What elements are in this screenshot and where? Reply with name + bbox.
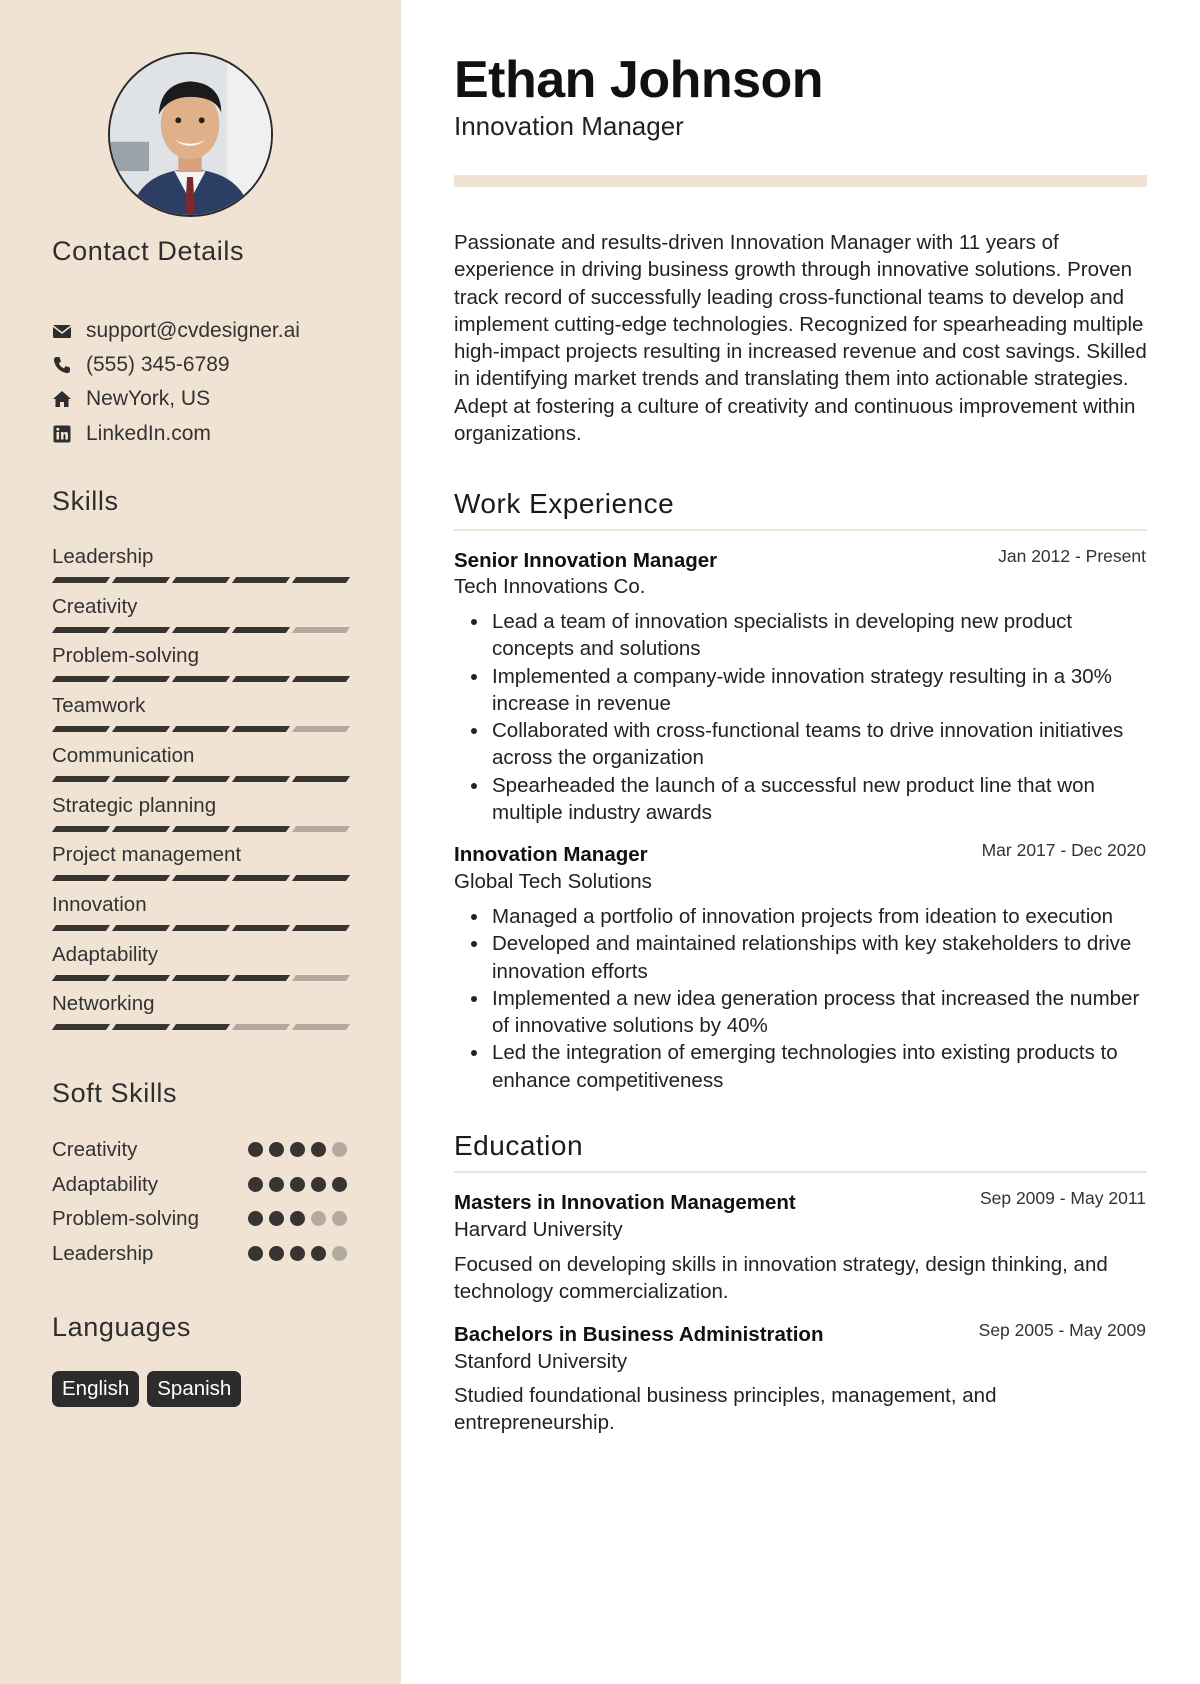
soft-skill-row bbox=[52, 1171, 348, 1199]
skill-level-segment bbox=[172, 875, 230, 881]
skill-level-segment bbox=[52, 726, 110, 732]
skill-level-bars bbox=[54, 826, 354, 832]
candidate-role: Innovation Manager bbox=[454, 111, 684, 141]
skill-level-bars bbox=[54, 726, 354, 732]
skill-level-bars bbox=[54, 875, 354, 881]
soft-skill-level-dot bbox=[248, 1142, 263, 1157]
skill-label: Creativity bbox=[52, 595, 138, 618]
skill-level-segment bbox=[292, 826, 350, 832]
list-item: Spearheaded the launch of a successful new product line that won multiple industry awards bbox=[454, 772, 1154, 827]
soft-skill-level-dot bbox=[311, 1142, 326, 1157]
skill-level-segment bbox=[52, 1024, 110, 1030]
skill-level-segment bbox=[232, 826, 290, 832]
profile-photo bbox=[110, 54, 271, 215]
skill-level-segment bbox=[112, 776, 170, 782]
skill-level-segment bbox=[112, 1024, 170, 1030]
skill-label: Adaptability bbox=[52, 943, 158, 966]
skill-row bbox=[52, 543, 348, 571]
language-badge: English bbox=[52, 1371, 139, 1407]
skill-level-segment bbox=[232, 1024, 290, 1030]
skill-level-segment bbox=[172, 627, 230, 633]
skill-level-bars bbox=[54, 776, 354, 782]
skill-label: Communication bbox=[52, 744, 195, 767]
skill-label: Teamwork bbox=[52, 694, 146, 717]
soft-skill-level-dot bbox=[290, 1177, 305, 1192]
skill-level-segment bbox=[232, 676, 290, 682]
soft-skill-level-dot bbox=[311, 1246, 326, 1261]
skill-level-segment bbox=[232, 627, 290, 633]
skill-row bbox=[52, 593, 348, 621]
list-item: Lead a team of innovation specialists in developing new product concepts and solutions bbox=[454, 608, 1154, 663]
skill-level-segment bbox=[232, 875, 290, 881]
skill-row bbox=[52, 891, 348, 919]
skill-level-segment bbox=[172, 826, 230, 832]
soft-skill-level-dots bbox=[248, 1211, 353, 1226]
list-item: Managed a portfolio of innovation projects from ideation to execution bbox=[454, 903, 1154, 930]
soft-skill-level-dot bbox=[332, 1177, 347, 1192]
skill-level-segment bbox=[52, 577, 110, 583]
skills-heading: Skills bbox=[52, 486, 119, 516]
job-bullets bbox=[454, 903, 1154, 1094]
soft-skill-level-dot bbox=[290, 1246, 305, 1261]
degree-title: Masters in Innovation Management bbox=[454, 1191, 796, 1214]
location-text: NewYork, US bbox=[86, 387, 211, 410]
school-name: Harvard University bbox=[454, 1218, 623, 1241]
skill-row bbox=[52, 841, 348, 869]
header-divider bbox=[454, 175, 1147, 187]
list-item: Implemented a new idea generation process that increased the number of innovative solutions by 40% bbox=[454, 985, 1154, 1040]
soft-skill-level-dot bbox=[332, 1142, 347, 1157]
soft-skill-label: Leadership bbox=[52, 1242, 154, 1265]
skill-level-segment bbox=[112, 975, 170, 981]
soft-skill-level-dots bbox=[248, 1177, 353, 1192]
summary-text: Passionate and results-driven Innovation Manager with 11 years of experience in driving business growth through innovative solutions. Proven track record of successfully leading cross-functional teams to develop and implement cutting-edge technologies. Recognized for spearheading multiple high-impact projects resulting in increased revenue and cost savings. Skilled in identifying market trends and translating them into actionable strategies. Adept at fostering a culture of creativity and continuous improvement within organizations. bbox=[454, 231, 1147, 446]
skill-level-segment bbox=[292, 726, 350, 732]
avatar bbox=[108, 52, 273, 217]
skill-level-segment bbox=[112, 577, 170, 583]
job-dates: Jan 2012 - Present bbox=[998, 546, 1146, 566]
skill-level-segment bbox=[232, 776, 290, 782]
skill-level-segment bbox=[292, 577, 350, 583]
skill-label: Innovation bbox=[52, 893, 147, 916]
soft-skill-level-dot bbox=[311, 1177, 326, 1192]
skill-level-segment bbox=[112, 925, 170, 931]
skill-level-segment bbox=[52, 925, 110, 931]
company-name: Tech Innovations Co. bbox=[454, 575, 646, 598]
skill-level-segment bbox=[172, 726, 230, 732]
skill-level-segment bbox=[52, 875, 110, 881]
skill-level-segment bbox=[232, 726, 290, 732]
work-heading: Work Experience bbox=[454, 488, 675, 519]
skill-level-bars bbox=[54, 627, 354, 633]
soft-skill-level-dot bbox=[290, 1211, 305, 1226]
skill-level-segment bbox=[232, 975, 290, 981]
contact-location bbox=[52, 386, 210, 412]
skill-level-bars bbox=[54, 975, 354, 981]
skill-level-segment bbox=[112, 627, 170, 633]
languages-list bbox=[52, 1371, 249, 1407]
soft-skill-label: Adaptability bbox=[52, 1173, 158, 1196]
skill-label: Networking bbox=[52, 992, 155, 1015]
phone-icon bbox=[52, 355, 72, 375]
skill-level-segment bbox=[172, 776, 230, 782]
skill-row bbox=[52, 941, 348, 969]
skill-row bbox=[52, 742, 348, 770]
soft-skill-label: Problem-solving bbox=[52, 1207, 199, 1230]
skill-level-segment bbox=[52, 627, 110, 633]
school-name: Stanford University bbox=[454, 1350, 628, 1373]
sidebar bbox=[0, 0, 401, 1684]
education-dates: Sep 2005 - May 2009 bbox=[978, 1320, 1146, 1340]
skill-label: Project management bbox=[52, 843, 242, 866]
email-text: support@cvdesigner.ai bbox=[86, 319, 300, 342]
soft-skill-level-dot bbox=[248, 1246, 263, 1261]
skill-level-segment bbox=[292, 875, 350, 881]
work-divider bbox=[454, 529, 1147, 531]
language-badge: Spanish bbox=[147, 1371, 241, 1407]
skill-level-segment bbox=[112, 726, 170, 732]
skill-row bbox=[52, 990, 348, 1018]
languages-heading: Languages bbox=[52, 1312, 192, 1342]
education-dates: Sep 2009 - May 2011 bbox=[979, 1188, 1146, 1208]
job-title: Innovation Manager bbox=[454, 843, 648, 866]
skill-level-segment bbox=[52, 826, 110, 832]
contact-phone[interactable] bbox=[52, 352, 230, 378]
skill-level-segment bbox=[292, 975, 350, 981]
soft-skill-level-dot bbox=[269, 1142, 284, 1157]
contact-email[interactable] bbox=[52, 318, 300, 344]
soft-skill-level-dot bbox=[332, 1246, 347, 1261]
home-icon bbox=[52, 389, 72, 409]
candidate-name: Ethan Johnson bbox=[454, 51, 824, 109]
linkedin-text: LinkedIn.com bbox=[86, 422, 211, 445]
skill-label: Problem-solving bbox=[52, 644, 199, 667]
skill-row bbox=[52, 642, 348, 670]
skill-level-segment bbox=[52, 975, 110, 981]
degree-title: Bachelors in Business Administration bbox=[454, 1323, 824, 1346]
envelope-icon bbox=[52, 321, 72, 341]
soft-skill-level-dot bbox=[290, 1142, 305, 1157]
list-item: Developed and maintained relationships with key stakeholders to drive innovation efforts bbox=[454, 930, 1154, 985]
skill-level-bars bbox=[54, 577, 354, 583]
soft-skill-level-dot bbox=[269, 1177, 284, 1192]
skill-level-segment bbox=[52, 776, 110, 782]
skill-label: Strategic planning bbox=[52, 794, 217, 817]
company-name: Global Tech Solutions bbox=[454, 870, 652, 893]
soft-skill-label: Creativity bbox=[52, 1138, 138, 1161]
soft-skill-row bbox=[52, 1136, 348, 1164]
contact-linkedin[interactable] bbox=[52, 421, 211, 447]
skill-level-segment bbox=[112, 826, 170, 832]
soft-skill-row bbox=[52, 1205, 348, 1233]
linkedin-icon bbox=[52, 424, 72, 444]
education-heading: Education bbox=[454, 1130, 584, 1161]
skill-level-bars bbox=[54, 1024, 354, 1030]
skill-row bbox=[52, 792, 348, 820]
soft-skill-level-dot bbox=[248, 1211, 263, 1226]
skill-level-segment bbox=[292, 676, 350, 682]
job-bullets bbox=[454, 608, 1154, 826]
soft-skill-level-dot bbox=[332, 1211, 347, 1226]
phone-text: (555) 345-6789 bbox=[86, 353, 230, 376]
job-dates: Mar 2017 - Dec 2020 bbox=[981, 840, 1146, 860]
skill-level-segment bbox=[52, 676, 110, 682]
skill-level-segment bbox=[292, 627, 350, 633]
soft-skill-level-dot bbox=[248, 1177, 263, 1192]
skill-level-segment bbox=[292, 925, 350, 931]
skill-level-segment bbox=[292, 776, 350, 782]
education-divider bbox=[454, 1171, 1147, 1173]
skill-level-segment bbox=[172, 577, 230, 583]
soft-skill-level-dot bbox=[269, 1246, 284, 1261]
soft-skill-row bbox=[52, 1240, 348, 1268]
soft-skill-level-dots bbox=[248, 1142, 353, 1157]
skill-level-bars bbox=[54, 925, 354, 931]
soft-skill-level-dots bbox=[248, 1246, 353, 1261]
skill-level-segment bbox=[232, 925, 290, 931]
skill-level-segment bbox=[292, 1024, 350, 1030]
job-title: Senior Innovation Manager bbox=[454, 549, 718, 572]
soft-skill-level-dot bbox=[311, 1211, 326, 1226]
contact-heading: Contact Details bbox=[52, 236, 245, 266]
skill-level-segment bbox=[172, 1024, 230, 1030]
skill-level-segment bbox=[232, 577, 290, 583]
education-description: Studied foundational business principles, management, and entrepreneurship. bbox=[454, 1384, 997, 1435]
soft-skill-level-dot bbox=[269, 1211, 284, 1226]
soft-skills-heading: Soft Skills bbox=[52, 1078, 178, 1108]
skill-level-bars bbox=[54, 676, 354, 682]
skill-level-segment bbox=[112, 875, 170, 881]
skill-label: Leadership bbox=[52, 545, 154, 568]
list-item: Implemented a company-wide innovation strategy resulting in a 30% increase in revenue bbox=[454, 663, 1154, 718]
skill-level-segment bbox=[172, 925, 230, 931]
list-item: Led the integration of emerging technologies into existing products to enhance competitiveness bbox=[454, 1039, 1154, 1094]
skill-level-segment bbox=[172, 676, 230, 682]
education-description: Focused on developing skills in innovation strategy, design thinking, and technology commercialization. bbox=[454, 1253, 1108, 1304]
skill-level-segment bbox=[112, 676, 170, 682]
skill-level-segment bbox=[172, 975, 230, 981]
list-item: Collaborated with cross-functional teams to drive innovation initiatives across the organization bbox=[454, 717, 1154, 772]
skill-row bbox=[52, 692, 348, 720]
